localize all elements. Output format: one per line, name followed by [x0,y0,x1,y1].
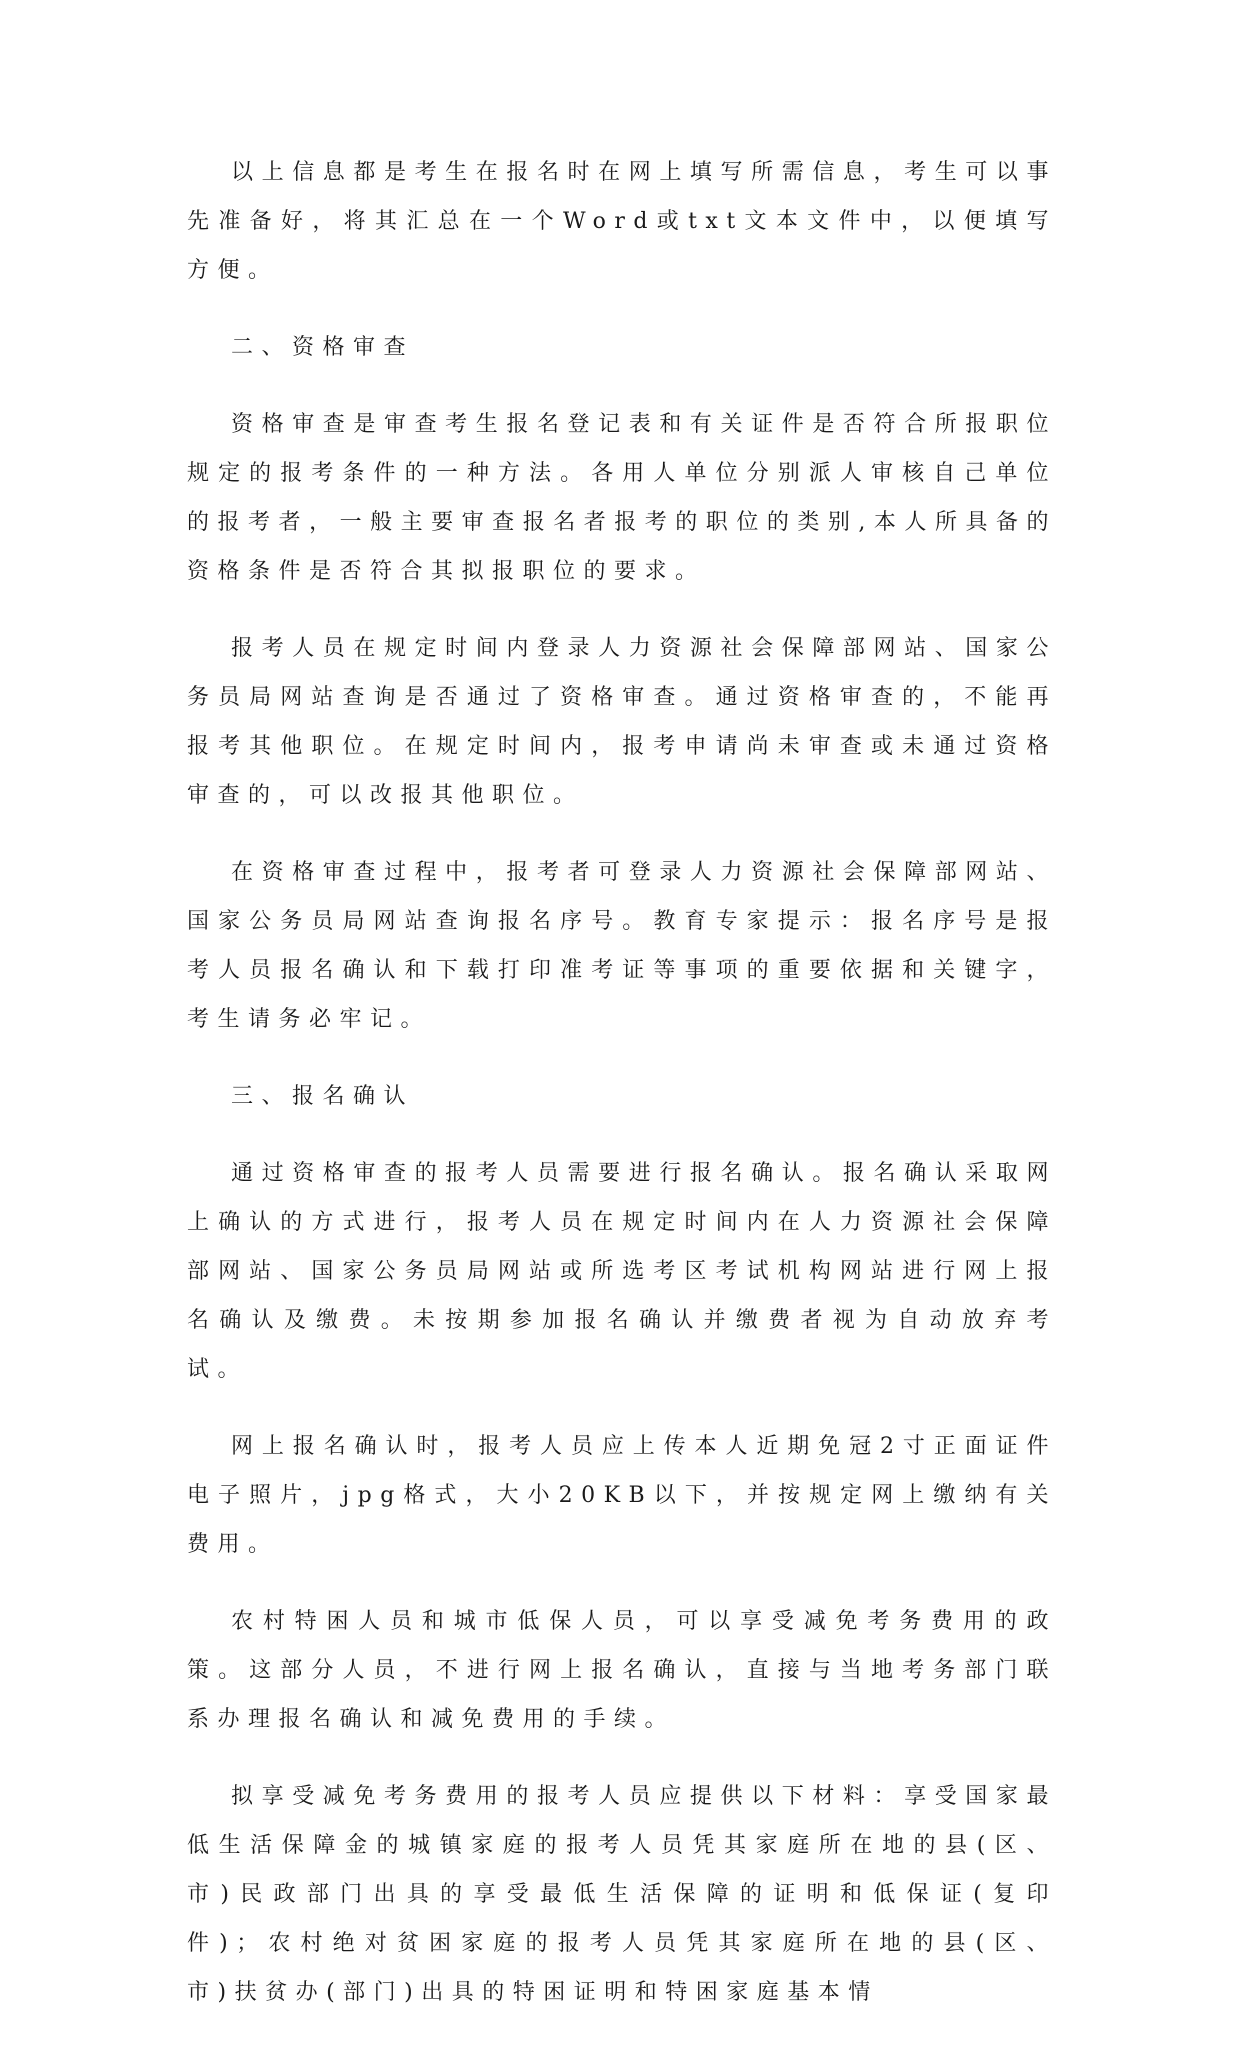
paragraph-fee-waiver-policy: 农村特困人员和城市低保人员，可以享受减免考务费用的政策。这部分人员，不进行网上报名确认，直接与当地考务部门联系办理报名确认和减免费用的手续。 [187,1609,1057,1732]
paragraph-confirmation-method: 通过资格审查的报考人员需要进行报名确认。报名确认采取网上确认的方式进行，报考人员在规定时间内在人力资源社会保障部网站、国家公务员局网站或所选考区考试机构网站进行网上报名确认及缴费。未按期参加报名确认并缴费者视为自动放弃考试。 [187,1161,1057,1382]
document-body [187,148,1057,2045]
section-heading-registration-confirmation: 三、报名确认 [231,1084,415,1109]
paragraph-registration-number: 在资格审查过程中，报考者可登录人力资源社会保障部网站、国家公务员局网站查询报名序号。教育专家提示：报名序号是报考人员报名确认和下载打印准考证等事项的重要依据和关键字，考生请务必牢记。 [187,860,1057,1032]
paragraph-info-prep: 以上信息都是考生在报名时在网上填写所需信息，考生可以事先准备好，将其汇总在一个Word或txt文本文件中，以便填写方便。 [187,160,1057,283]
paragraph-fee-waiver-materials: 拟享受减免考务费用的报考人员应提供以下材料：享受国家最低生活保障金的城镇家庭的报考人员凭其家庭所在地的县(区、市)民政部门出具的享受最低生活保障的证明和低保证(复印件)；农村绝对贫困家庭的报考人员凭其家庭所在地的县(区、市)扶贫办(部门)出具的特困证明和特困家庭基本情 [187,1784,1057,2005]
paragraph-qualification-definition: 资格审查是审查考生报名登记表和有关证件是否符合所报职位规定的报考条件的一种方法。各用人单位分别派人审核自己单位的报考者，一般主要审查报名者报考的职位的类别,本人所具备的资格条件是否符合其拟报职位的要求。 [187,412,1057,584]
paragraph-qualification-query: 报考人员在规定时间内登录人力资源社会保障部网站、国家公务员局网站查询是否通过了资格审查。通过资格审查的，不能再报考其他职位。在规定时间内，报考申请尚未审查或未通过资格审查的，可以改报其他职位。 [187,636,1057,808]
paragraph-photo-upload: 网上报名确认时，报考人员应上传本人近期免冠2寸正面证件电子照片，jpg格式，大小20KB以下，并按规定网上缴纳有关费用。 [187,1434,1057,1557]
section-heading-qualification-review: 二、资格审查 [231,335,415,360]
